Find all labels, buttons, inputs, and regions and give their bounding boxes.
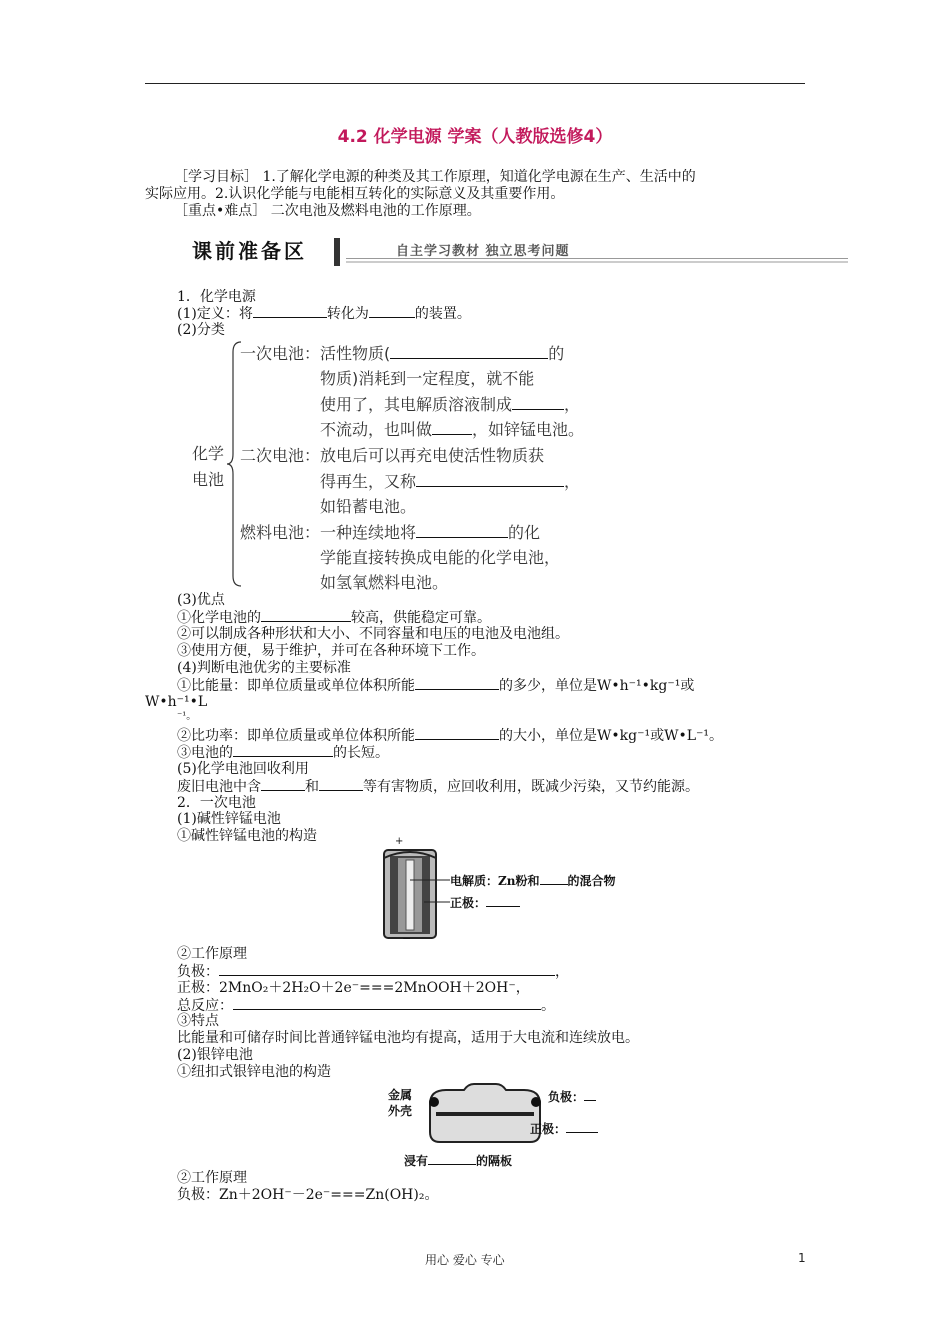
punct: 。	[541, 998, 555, 1014]
blank	[428, 1154, 476, 1165]
alkaline-total	[177, 997, 555, 1015]
blank	[416, 474, 564, 487]
fig2-text: 负极：	[548, 1090, 585, 1104]
def-part-a: (1)定义：将	[177, 306, 253, 322]
s1-heading: 1．化学电源	[177, 289, 256, 305]
fig2-metal-label: 金属	[388, 1088, 413, 1102]
objectives-line1: ［学习目标］ 1.了解化学电源的种类及其工作原理，知道化学电源在生产、生活中的	[174, 169, 696, 185]
blank	[512, 397, 564, 410]
recycle-part: 废旧电池中含	[177, 779, 261, 795]
advantage-text: 较高，供能稳定可靠。	[351, 610, 491, 626]
fig2-positive-label	[530, 1120, 598, 1137]
primary-text: 一次电池：活性物质(	[240, 344, 391, 363]
advantage-text: ①化学电池的	[177, 610, 261, 626]
button-cell-cross-section	[410, 1082, 560, 1152]
primary-line2: 物质)消耗到一定程度，就不能	[320, 369, 535, 388]
total-label: 总反应：	[177, 998, 233, 1014]
punct: ，	[555, 964, 569, 980]
blank	[219, 963, 555, 976]
primary-line3	[320, 392, 580, 415]
advantage-1	[177, 609, 491, 627]
blank	[233, 997, 541, 1010]
silver-zinc-work-heading: ②工作原理	[177, 1170, 247, 1186]
secondary-line1: 二次电池：放电后可以再充电使活性物质获	[240, 446, 545, 465]
recycle-heading: (5)化学电池回收利用	[177, 761, 309, 777]
primary-text: 使用了，其电解质溶液制成	[320, 395, 513, 414]
s2-heading: 2．一次电池	[177, 795, 256, 811]
features-text: 比能量和可储存时间比普通锌锰电池均有提高，适用于大电流和连续放电。	[177, 1030, 639, 1046]
criteria-1-exp: ⁻¹。	[177, 711, 197, 722]
secondary-line2	[320, 469, 580, 492]
minus-sign: −	[402, 932, 412, 945]
primary-text: 不流动，也叫做	[320, 420, 433, 439]
fig2-text: 浸有	[404, 1154, 429, 1168]
blank	[432, 422, 472, 435]
fuel-line3: 如氢氧燃料电池。	[320, 573, 449, 592]
fig2-shell-label: 外壳	[388, 1104, 413, 1118]
criteria-heading: (4)判断电池优劣的主要标准	[177, 660, 351, 676]
fuel-line2: 学能直接转换成电能的化学电池，	[320, 548, 561, 567]
blank	[566, 1122, 598, 1133]
alkaline-work-heading: ②工作原理	[177, 946, 247, 962]
section-banner	[186, 236, 848, 270]
criteria-1	[177, 677, 694, 695]
primary-text: ，	[564, 395, 581, 414]
fig2-text: 的隔板	[476, 1154, 513, 1168]
criteria-text: ①比能量：即单位质量或单位体积所能	[177, 678, 415, 694]
primary-line4	[320, 417, 584, 440]
secondary-line3: 如铅蓄电池。	[320, 497, 417, 516]
silver-zinc-heading: (2)银锌电池	[177, 1047, 253, 1063]
fuel-text: 的化	[508, 523, 541, 542]
root-label-1: 化学	[192, 444, 225, 463]
neg-label: 负极：	[177, 964, 219, 980]
root-label-2: 电池	[192, 470, 225, 489]
advantages-heading: (3)优点	[177, 592, 225, 608]
button-cell-figure	[380, 1082, 610, 1172]
fig2-text: 正极：	[530, 1122, 567, 1136]
features-heading: ③特点	[177, 1013, 219, 1029]
s1-definition	[177, 305, 471, 323]
blank	[415, 727, 499, 740]
criteria-2	[177, 727, 723, 745]
fig1-text: 电解质：Zn粉和	[450, 874, 540, 888]
recycle-part: 和	[305, 779, 319, 795]
key-points: ［重点•难点］ 二次电池及燃料电池的工作原理。	[174, 203, 481, 219]
alkaline-positive: 正极：2MnO₂＋2H₂O＋2e⁻===2MnOOH＋2OH⁻，	[177, 980, 530, 996]
page-title: 4.2 化学电源 学案（人教版选修4）	[337, 127, 613, 147]
blank	[584, 1090, 596, 1101]
fig2-separator-label	[404, 1152, 512, 1169]
alkaline-battery-figure	[370, 836, 620, 945]
alkaline-negative	[177, 963, 569, 981]
fig1-text: 正极：	[450, 896, 487, 910]
banner-subtitle: 自主学习教材 独立思考问题	[396, 244, 570, 259]
fig1-text: 的混合物	[567, 874, 616, 888]
blank	[416, 525, 508, 538]
silver-zinc-structure: ①纽扣式银锌电池的构造	[177, 1064, 331, 1080]
banner-divider	[334, 238, 340, 266]
blank	[486, 896, 520, 907]
blank	[233, 744, 333, 757]
criteria-text: 的多少，单位是W•h⁻¹•kg⁻¹或	[499, 678, 695, 694]
alkaline-heading: (1)碱性锌锰电池	[177, 811, 281, 827]
recycle-part: 等有害物质，应回收利用，既减少污染，又节约能源。	[363, 779, 699, 795]
criteria-1-cont: W•h⁻¹•L	[145, 694, 208, 710]
objectives-line2: 实际应用。2.认识化学能与电能相互转化的实际意义及其重要作用。	[145, 186, 565, 202]
criteria-text: 的大小，单位是W•kg⁻¹或W•L⁻¹。	[499, 728, 724, 744]
blank	[261, 609, 351, 622]
silver-zinc-negative: 负极：Zn＋2OH⁻－2e⁻===Zn(OH)₂。	[177, 1187, 439, 1203]
alkaline-structure: ①碱性锌锰电池的构造	[177, 828, 317, 844]
fig2-negative-label	[548, 1088, 596, 1105]
def-part-c: 的装置。	[414, 306, 471, 322]
s1-classification-label: (2)分类	[177, 322, 225, 338]
blank	[319, 778, 363, 791]
banner-title: 课前准备区	[192, 239, 307, 263]
criteria-text: ②比功率：即单位质量或单位体积所能	[177, 728, 415, 744]
footer-motto: 用心 爱心 专心	[425, 1253, 505, 1267]
def-part-b: 转化为	[326, 306, 369, 322]
blank	[369, 305, 415, 318]
recycle-text	[177, 778, 699, 796]
fig1-positive-label	[450, 894, 520, 911]
primary-line1	[240, 341, 564, 364]
advantage-3: ③使用方便，易于维护，并可在各种环境下工作。	[177, 643, 485, 659]
secondary-text: 得再生，又称	[320, 472, 417, 491]
blank	[540, 874, 568, 885]
blank	[390, 346, 548, 359]
page-number: 1	[798, 1251, 806, 1265]
primary-text: 的	[548, 344, 565, 363]
blank	[415, 677, 499, 690]
criteria-text: 的长短。	[333, 745, 389, 761]
fig1-electrolyte-label	[450, 872, 616, 889]
fuel-line1	[240, 520, 540, 543]
blank	[261, 778, 305, 791]
header-rule	[145, 83, 805, 84]
blank	[253, 305, 327, 318]
criteria-3	[177, 744, 389, 762]
leader-lines	[410, 860, 450, 940]
plus-sign: +	[395, 836, 404, 847]
primary-text: ，如锌锰电池。	[472, 420, 585, 439]
advantage-2: ②可以制成各种形状和大小、不同容量和电压的电池及电池组。	[177, 626, 569, 642]
secondary-text: ，	[564, 472, 581, 491]
banner-underline-shadow	[346, 261, 848, 263]
fuel-text: 燃料电池：一种连续地将	[240, 523, 417, 542]
criteria-text: ③电池的	[177, 745, 233, 761]
